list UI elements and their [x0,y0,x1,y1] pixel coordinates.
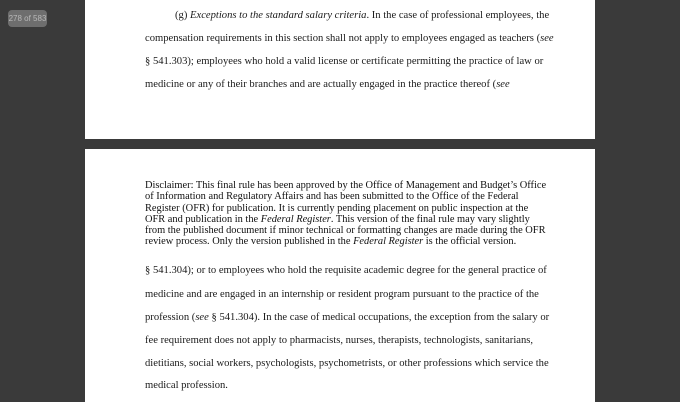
disclaimer [145,180,547,248]
document-page [85,0,595,139]
disclaimer-line: Register (OFR) for publication. It is currently pending placement on public inspection at the [145,202,529,214]
text-line: (g) Exceptions to the standard salary criteria. In the case of professional employees, the [175,10,550,21]
text-line: § 541.304); or to employees who hold the requisite academic degree for the general practice of [145,265,547,276]
page-counter: 278 of 583 [8,10,47,27]
text-line: profession (see § 541.304). In the case of medical occupations, the exception from the salary or [145,312,550,323]
disclaimer-line: review process. Only the version published in the Federal Register is the official version. [145,236,517,248]
disclaimer-line: of Information and Regulatory Affairs and has been submitted to the Office of the Federal [145,191,519,203]
disclaimer-line: OFR and publication in the Federal Register. This version of the final rule may vary slightly [145,213,530,225]
text-line: medicine or any of their branches and are actually engaged in the practice thereof (see [145,79,510,90]
text-line: medicine and are engaged in an internship or resident program pursuant to the practice of the [145,289,539,300]
document-page [85,149,595,402]
text-line: compensation requirements in this section shall not apply to employees engaged as teachers (see [145,33,554,44]
disclaimer-line: from the published document if minor technical or formatting changes are made during the OFR [145,225,546,237]
text-line: § 541.303); employees who hold a valid license or certificate permitting the practice of law or [145,56,544,67]
text-line: fee requirement does not apply to pharmacists, nurses, therapists, technologists, sanitarians, [145,335,534,346]
text-line: dietitians, social workers, psychologists, psychometrists, or other professions which service the [145,358,549,369]
text-line: medical profession. [145,380,228,391]
disclaimer-line: Disclaimer: This final rule has been approved by the Office of Management and Budget’s Office [145,180,547,191]
